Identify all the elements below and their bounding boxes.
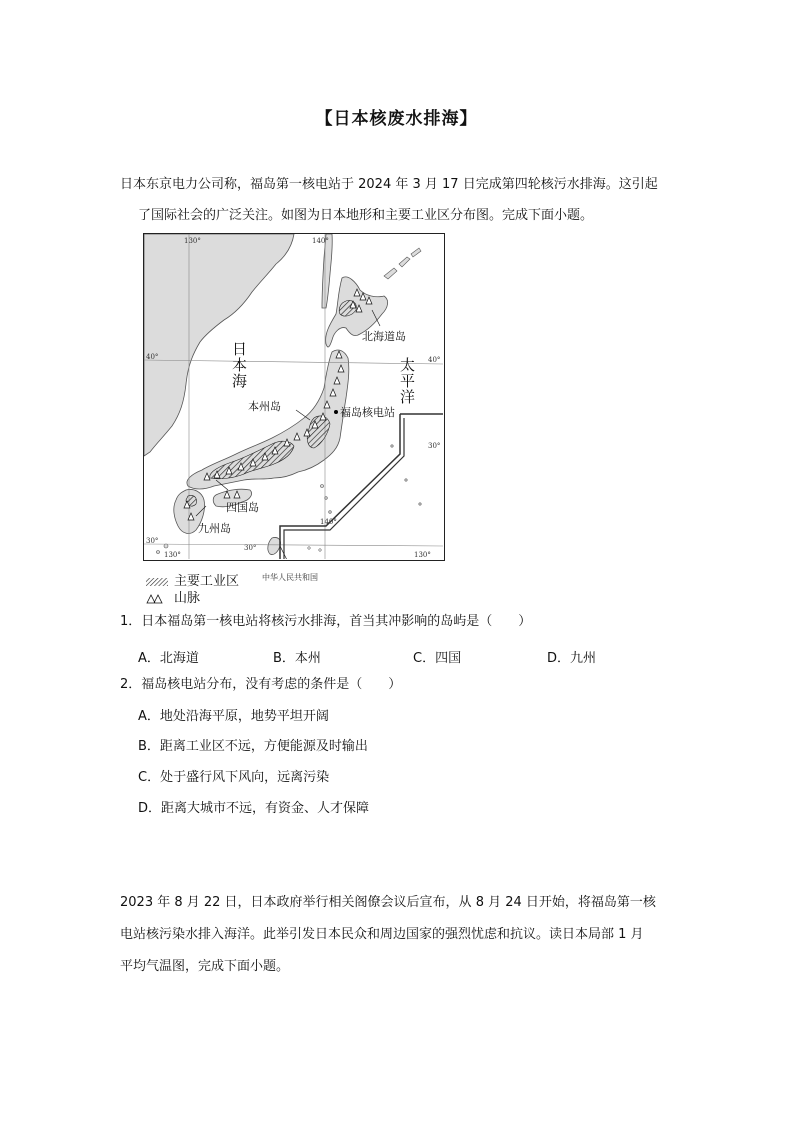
label-sea-of-japan-3: 海 xyxy=(232,372,248,390)
label-lat40-right: 40° xyxy=(428,356,441,364)
label-honshu: 本州岛 xyxy=(248,400,281,413)
fukushima-marker xyxy=(334,410,338,414)
label-pacific-1: 太 xyxy=(400,356,416,374)
label-sea-of-japan-2: 本 xyxy=(232,356,248,374)
mainland-landmass xyxy=(144,234,294,456)
label-fukushima: 福岛核电站 xyxy=(340,406,395,419)
passage-2-line-3: 平均气温图，完成下面小题。 xyxy=(120,959,290,974)
izu-islands xyxy=(321,445,422,514)
label-hokkaido: 北海道岛 xyxy=(362,330,406,343)
page-title: 【日本核废水排海】 xyxy=(315,109,478,129)
question-2-option-c: C．处于盛行风下风向，远离污染 xyxy=(138,770,330,785)
label-lon130-bottom-left: 130° xyxy=(164,551,181,559)
question-1-option-a: A．北海道 xyxy=(138,651,199,666)
label-kyushu: 九州岛 xyxy=(198,522,231,535)
label-sea-of-japan-1: 日 xyxy=(232,340,248,358)
question-1-option-d: D．九州 xyxy=(547,651,597,666)
label-lon130-bottom-right: 130° xyxy=(414,551,431,559)
question-2-stem: 2．福岛核电站分布，没有考虑的条件是（ ） xyxy=(120,677,402,692)
kuril-islands xyxy=(384,248,421,279)
question-2-option-a: A．地处沿海平原，地势平坦开阔 xyxy=(138,709,329,724)
mountain-icon xyxy=(146,594,168,604)
label-lon140-bottom: 140° xyxy=(320,518,337,526)
question-1-option-b: B．本州 xyxy=(273,651,321,666)
question-2-option-b: B．距离工业区不远，方便能源及时输出 xyxy=(138,739,368,754)
label-shikoku: 四国岛 xyxy=(226,501,259,514)
label-lat30-left: 30° xyxy=(146,537,159,545)
legend-mountain-label: 山脉 xyxy=(174,591,201,606)
hatch-icon xyxy=(146,577,168,587)
intro-line-2: 了国际社会的广泛关注。如图为日本地形和主要工业区分布图。完成下面小题。 xyxy=(138,208,594,223)
label-lat30-bottom: 30° xyxy=(244,544,257,552)
question-1-stem: 1．日本福岛第一核电站将核污水排海，首当其冲影响的岛屿是（ ） xyxy=(120,614,532,629)
sakhalin xyxy=(322,234,332,308)
passage-2-line-1: 2023 年 8 月 22 日，日本政府举行相关阁僚会议后宣布，从 8 月 24 日开始，将福岛第一核 xyxy=(120,895,656,910)
label-lat30-right: 30° xyxy=(428,442,441,450)
japan-map xyxy=(143,233,445,561)
question-2-option-d: D．距离大城市不远，有资金、人才保障 xyxy=(138,801,370,816)
legend-mountain xyxy=(146,587,200,606)
label-lon140-top: 140° xyxy=(312,237,329,245)
question-1-option-c: C．四国 xyxy=(413,651,462,666)
passage-2-line-2: 电站核污染水排入海洋。此举引发日本民众和周边国家的强烈忧虑和抗议。读日本局部 1 月 xyxy=(120,927,644,942)
label-lat40-left: 40° xyxy=(146,353,159,361)
label-china: 中华人民共和国 xyxy=(262,573,318,582)
intro-line-1: 日本东京电力公司称，福岛第一核电站于 2024 年 3 月 17 日完成第四轮核污水排海。这引起 xyxy=(120,177,658,192)
label-pacific-2: 平 xyxy=(400,372,416,390)
label-pacific-3: 洋 xyxy=(400,388,416,406)
taiwan-island xyxy=(268,537,281,554)
label-lon130-top: 130° xyxy=(184,237,201,245)
graticule xyxy=(144,234,443,559)
legend-industrial-label: 主要工业区 xyxy=(174,574,240,589)
